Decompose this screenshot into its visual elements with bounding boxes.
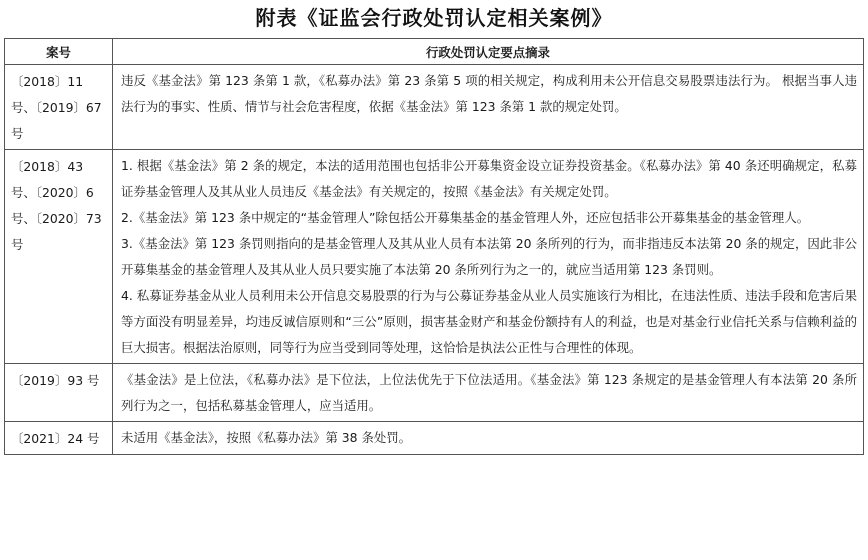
header-case-no: 案号 <box>5 39 113 65</box>
case-number-cell: 〔2021〕24 号 <box>5 422 113 455</box>
excerpt-cell <box>113 364 864 422</box>
excerpt-cell <box>113 422 864 455</box>
excerpt-paragraph: 《基金法》是上位法，《私募办法》是下位法，上位法优先于下位法适用。《基金法》第 123 条规定的是基金管理人有本法第 20 条所列行为之一，包括私募基金管理人，应当适用。 <box>121 372 857 413</box>
document-title: 附表《证监会行政处罚认定相关案例》 <box>255 6 613 30</box>
excerpt-paragraph: 2.《基金法》第 123 条中规定的“基金管理人”除包括公开募集基金的基金管理人外，还应包括非公开募集基金的基金管理人。 <box>121 210 810 225</box>
excerpt-paragraph: 3.《基金法》第 123 条罚则指向的是基金管理人及其从业人员有本法第 20 条所列的行为，而非指违反本法第 20 条的规定，因此非公开募集基金的基金管理人及其从业人员只要实施了本法第 20 条所列行为之一的，就应当适用第 123 条罚则。 <box>121 236 857 277</box>
excerpt-paragraph: 未适用《基金法》，按照《私募办法》第 38 条处罚。 <box>121 430 412 445</box>
cases-table <box>4 38 864 455</box>
excerpt-paragraph: 违反《基金法》第 123 条第 1 款，《私募办法》第 23 条第 5 项的相关规定，构成利用未公开信息交易股票违法行为。 根据当事人违法行为的事实、性质、情节与社会危害程度，依据《基金法》第 123 条第 1 款的规定处罚。 <box>121 73 857 114</box>
table-row <box>5 364 864 422</box>
table-header-row <box>5 39 864 65</box>
excerpt-paragraph: 4. 私募证券基金从业人员利用未公开信息交易股票的行为与公募证券基金从业人员实施该行为相比，在违法性质、违法手段和危害后果等方面没有明显差异，均违反诚信原则和“三公”原则，损害基金财产和基金份额持有人的利益，也是对基金行业信托关系与信赖利益的巨大损害。根据法治原则，同等行为应当受到同等处理，这恰恰是执法公正性与合理性的体现。 <box>121 288 857 355</box>
case-number-cell: 〔2018〕43 号、〔2020〕6 号、〔2020〕73 号 <box>5 150 113 364</box>
header-excerpt: 行政处罚认定要点摘录 <box>113 39 864 65</box>
excerpt-cell <box>113 65 864 150</box>
table-row <box>5 422 864 455</box>
excerpt-paragraph: 1. 根据《基金法》第 2 条的规定，本法的适用范围也包括非公开募集资金设立证券投资基金。《私募办法》第 40 条还明确规定，私募证券基金管理人及其从业人员违反《基金法》有关规定的，按照《基金法》有关规定处罚。 <box>121 158 857 199</box>
table-row <box>5 65 864 150</box>
excerpt-cell <box>113 150 864 364</box>
case-number-cell: 〔2018〕11 号、〔2019〕67 号 <box>5 65 113 150</box>
case-number-cell: 〔2019〕93 号 <box>5 364 113 422</box>
table-row <box>5 150 864 364</box>
